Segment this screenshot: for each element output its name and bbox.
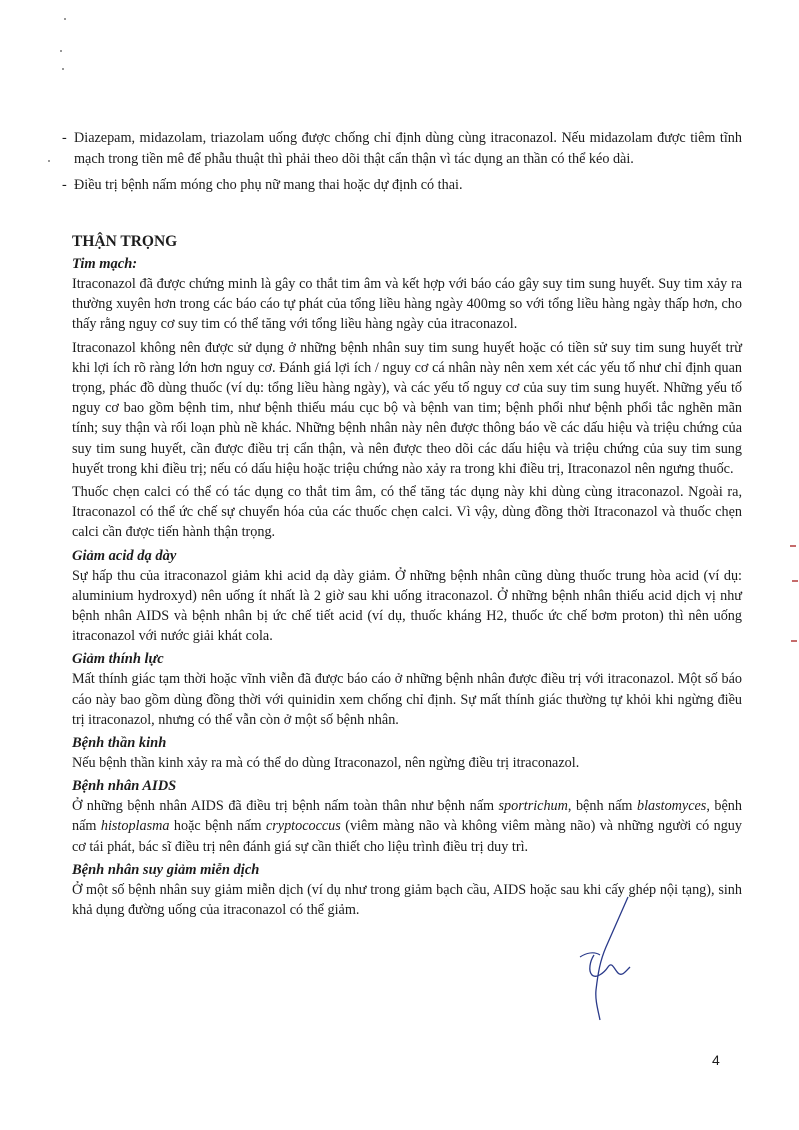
subheading-cardiovascular: Tim mạch: xyxy=(72,256,138,272)
list-item-text: Điều trị bệnh nấm móng cho phụ nữ mang thai hoặc dự định có thai. xyxy=(74,177,463,193)
paragraph: Nếu bệnh thần kinh xảy ra mà có thể do dùng Itraconazol, nên ngừng điều trị itraconazol. xyxy=(72,755,580,772)
dash-marker: - xyxy=(62,177,67,193)
text-run: , bệnh nấm xyxy=(567,798,637,815)
scan-speck xyxy=(48,160,50,162)
italic-term: cryptococcus xyxy=(265,818,341,835)
subheading-neuropathy: Bệnh thần kinh xyxy=(72,735,167,752)
paragraph: Itraconazol không nên được sử dụng ở những bệnh nhân suy tim sung huyết hoặc có tiền sử suy tim sung huyết trừ khi lợi ích rõ ràng lớn hơn nguy cơ. Đánh giá lợi ích / nguy cơ cá nhân này nên xem xét các yếu tố như chỉ định quan trọng, phác đồ dùng thuốc (ví dụ: tổng liều hàng ngày), và các yếu tố nguy cơ của suy tim sung huyết. Những yếu tố nguy cơ bao gồm bệnh tim, như bệnh thiếu máu cục bộ và bệnh van tim; bệnh phổi như bệnh phổi tắc nghẽn mãn tính; suy thận và rối loạn phù nề khác. Những bệnh nhân này nên được thông báo về các dấu hiệu và triệu chứng của suy tim sung huyết, cần được điều trị cẩn thận, và nên được theo dõi các dấu hiệu và triệu chứng của suy tim sung huyết trong khi điều trị; nếu có dấu hiệu hoặc triệu chứng nào xảy ra trong khi điều trị, Itraconazol nên ngưng thuốc. xyxy=(72,339,742,477)
precautions-section xyxy=(72,232,742,923)
text-run: Ở những bệnh nhân AIDS đã điều trị bệnh nấm toàn thân như bệnh nấm xyxy=(72,798,499,815)
handwritten-signature xyxy=(560,895,640,1025)
paragraph: Sự hấp thu của itraconazol giảm khi acid dạ dày giảm. Ở những bệnh nhân cũng dùng thuốc trung hòa acid (ví dụ: aluminium hydroxyd) nên uống ít nhất là 2 giờ sau khi uống itraconazol. Ở những bệnh nhân thiếu acid dịch vị như bệnh nhân AIDS và bệnh nhân bị ức chế tiết acid (ví dụ, thuốc kháng H2, thuốc ức chế bơm proton) thì nên uống itraconazol với nước giải khát cola. xyxy=(72,567,742,645)
paragraph: Itraconazol đã được chứng minh là gây co thắt tim âm và kết hợp với báo cáo gây suy tim sung huyết. Suy tim xảy ra thường xuyên hơn trong các báo cáo tự phát của tổng liều hàng ngày 400mg so với tổng liều hàng ngày thấp hơn, cho thấy rằng nguy cơ suy tim có thể tăng với tổng liều hàng ngày của itraconazol. xyxy=(72,276,742,333)
page-number: 4 xyxy=(712,1052,720,1068)
dash-marker: - xyxy=(62,130,67,146)
italic-term: sportrichum xyxy=(498,798,568,815)
italic-term: blastomyces xyxy=(636,798,707,815)
edge-mark xyxy=(792,580,798,582)
edge-mark xyxy=(791,640,797,642)
subheading-gastric-acid: Giảm acid dạ dày xyxy=(72,547,177,564)
subheading-hearing-loss: Giảm thính lực xyxy=(72,651,164,668)
scan-speck xyxy=(60,50,62,52)
paragraph: Ở một số bệnh nhân suy giảm miễn dịch (ví dụ như trong giảm bạch cầu, AIDS hoặc sau khi cấy ghép nội tạng), sinh khả dụng đường uống của itraconazol có thể giảm. xyxy=(72,881,742,919)
paragraph: Mất thính giác tạm thời hoặc vĩnh viễn đã được báo cáo ở những bệnh nhân được điều trị với itraconazol. Một số báo cáo này bao gồm dùng đồng thời với quinidin xem chống chỉ định. Sự mất thính giác thường tự khỏi khi ngừng điều trị itraconazol, nhưng có thể vẫn còn ở một số bệnh nhân. xyxy=(72,671,742,728)
list-item xyxy=(62,128,742,169)
list-item xyxy=(62,175,742,196)
edge-mark xyxy=(790,545,796,547)
section-title: THẬN TRỌNG xyxy=(72,233,178,250)
text-run: hoặc bệnh nấm xyxy=(169,818,266,835)
subheading-aids-patients: Bệnh nhân AIDS xyxy=(72,778,177,795)
contraindication-list xyxy=(62,128,742,202)
scan-speck xyxy=(62,68,64,70)
italic-term: histoplasma xyxy=(100,818,170,835)
list-item-text: Diazepam, midazolam, triazolam uống được chống chỉ định dùng cùng itraconazol. Nếu midazolam được tiêm tĩnh mạch trong tiền mê để phẫu thuật thì phải theo dõi thật cẩn thận vì tác dụng an thần có thể kéo dài. xyxy=(74,130,742,167)
paragraph xyxy=(72,796,742,857)
paragraph: Thuốc chẹn calci có thể có tác dụng co thắt tim âm, có thể tăng tác dụng này khi dùng cùng itraconazol. Ngoài ra, Itraconazol có thể ức chế sự chuyển hóa của các thuốc chẹn calci. Vì vậy, dùng đồng thời Itraconazol và thuốc chẹn calci cần được tiến hành thận trọng. xyxy=(72,484,742,541)
text-run: , bệnh nấm xyxy=(72,798,742,835)
subheading-immunocompromised: Bệnh nhân suy giảm miễn dịch xyxy=(72,861,260,878)
text-run: (viêm màng não và không viêm màng não) và những người có nguy cơ tái phát, bác sĩ điều trị nên đánh giá sự cần thiết cho liệu trình điều trị duy trì. xyxy=(72,818,742,855)
scan-speck xyxy=(64,18,66,20)
